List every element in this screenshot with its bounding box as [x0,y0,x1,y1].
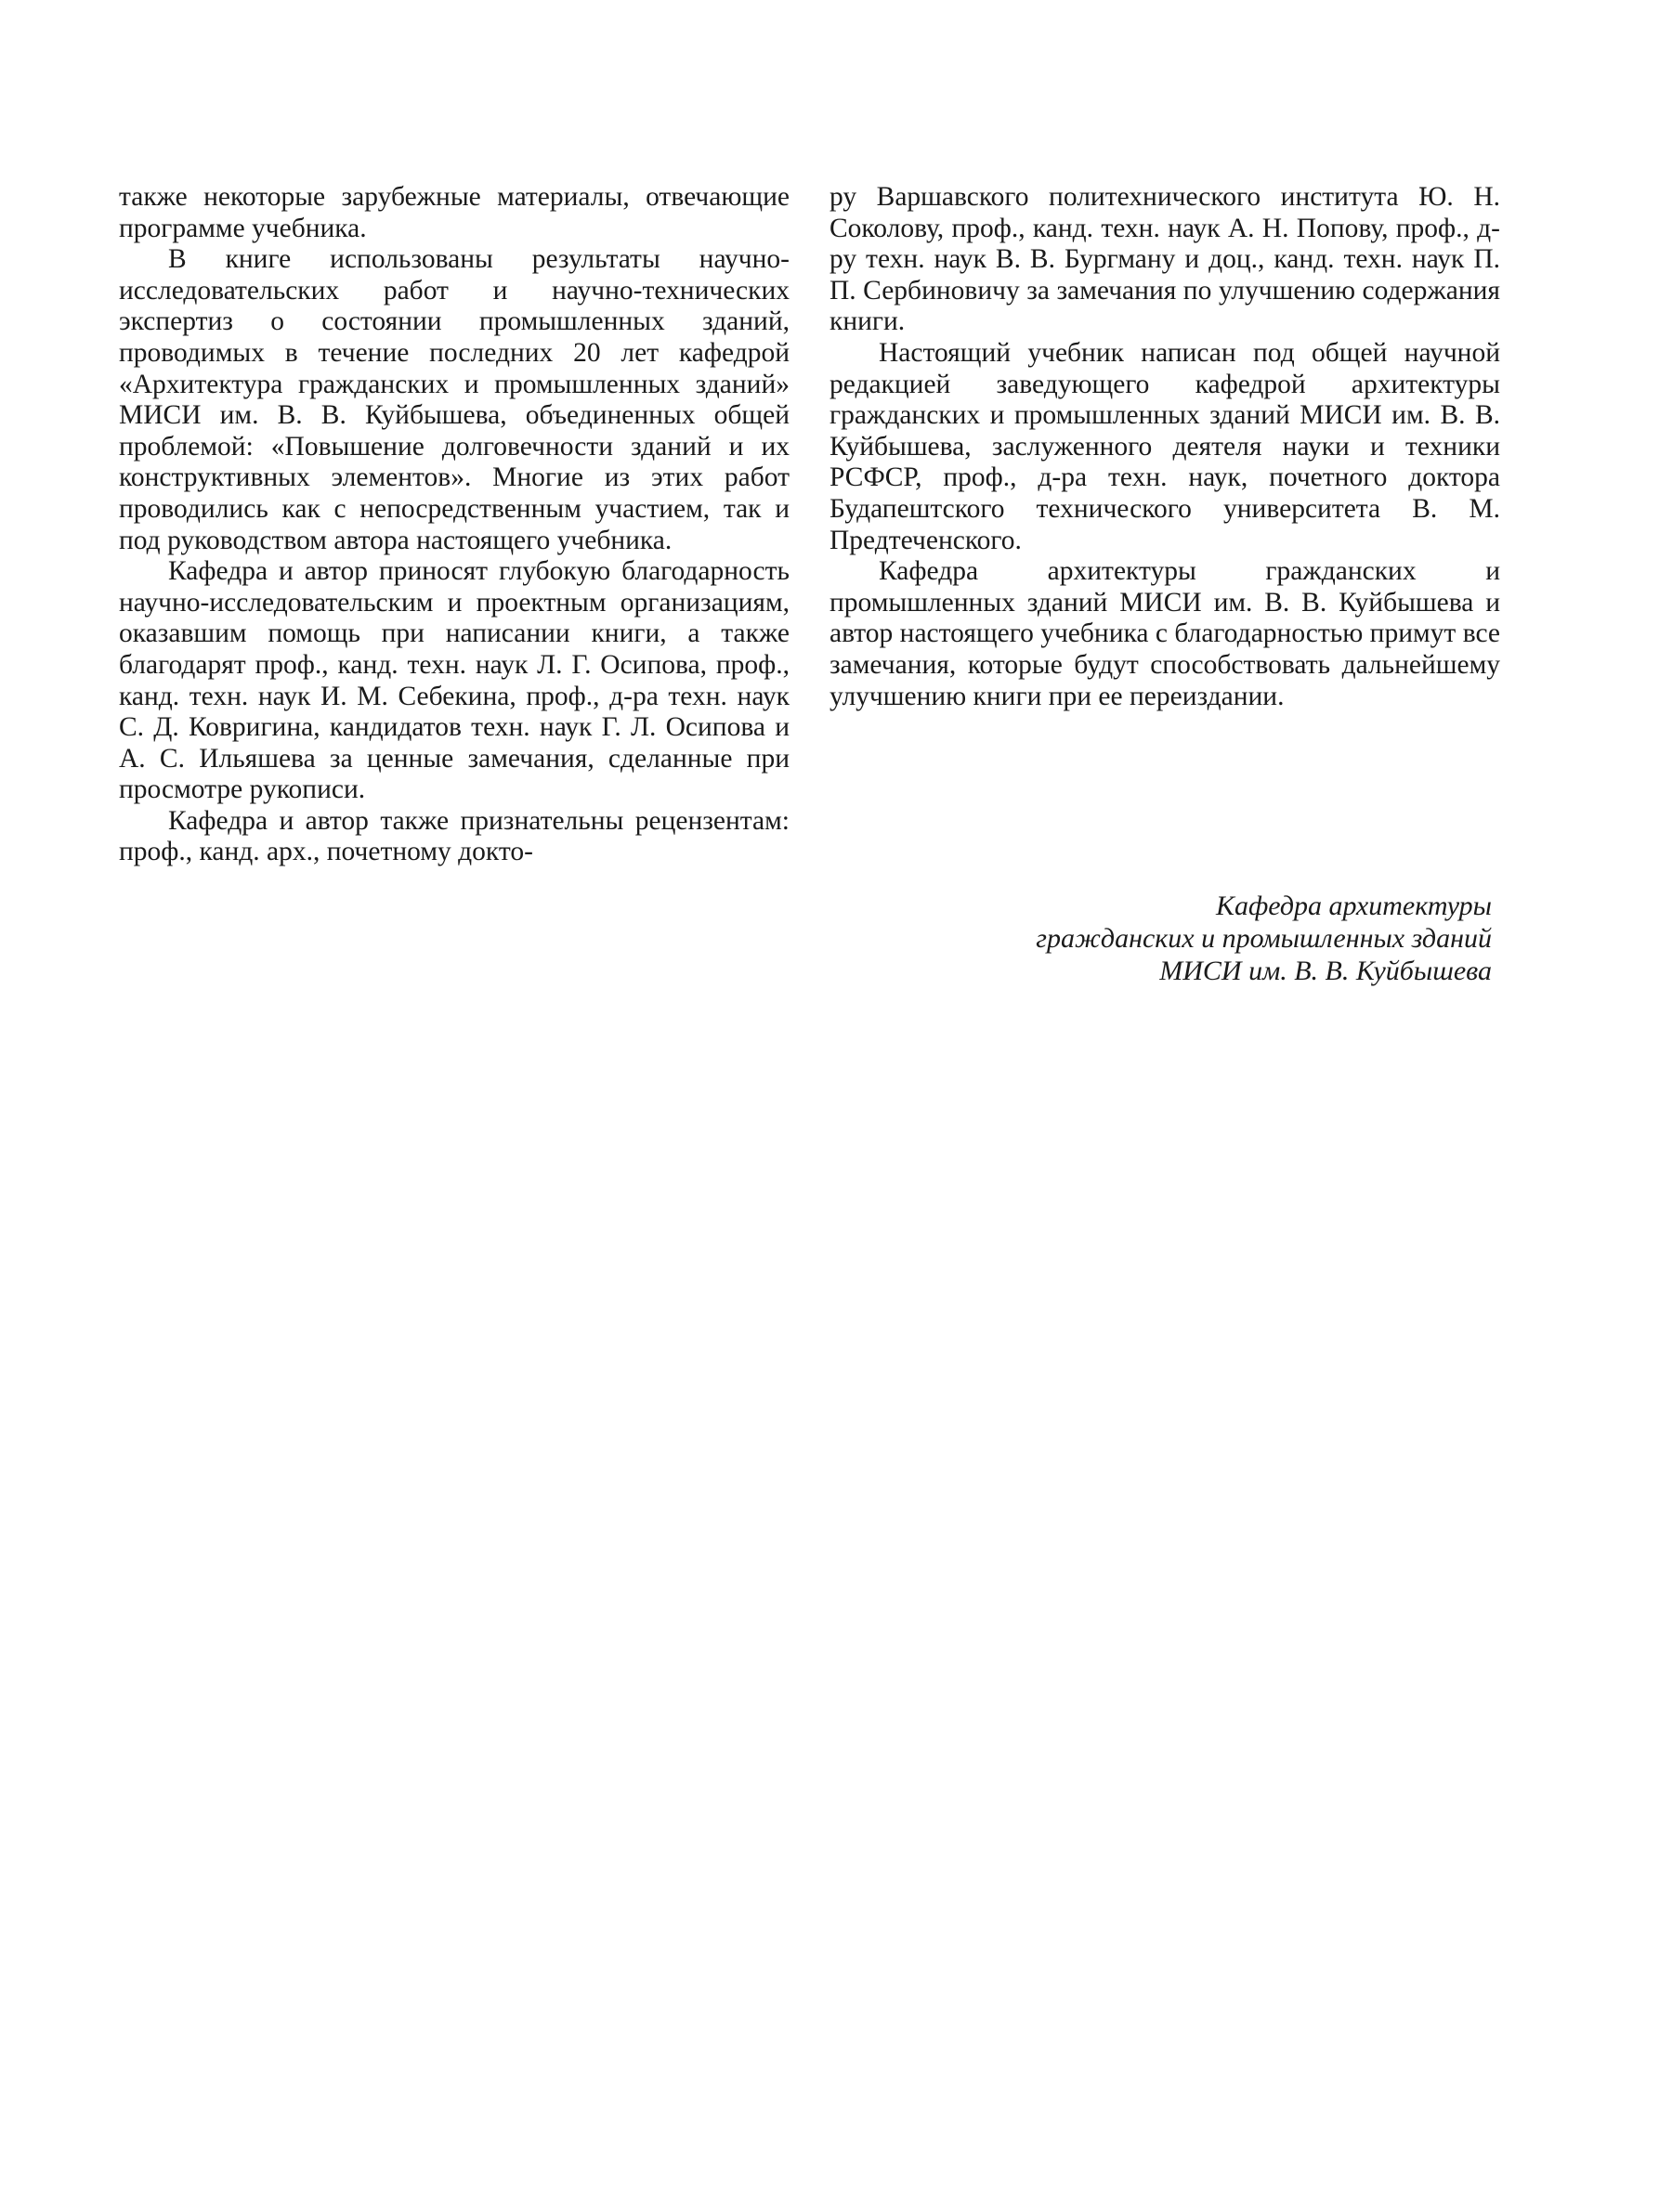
signature-block [897,890,1492,987]
right-column [830,182,1500,712]
paragraph: Кафедра архитектуры гражданских и промышленных зданий МИСИ им. В. В. Куйбышева и автор настоящего учебника с благодарностью примут все замечания, которые будут способствовать дальнейшему улучшению книги при ее переиздании. [830,556,1500,711]
paragraph: Настоящий учебник написан под общей научной редакцией заведующего кафедрой архитектуры гражданских и промышленных зданий МИСИ им. В. В. Куйбышева, заслуженного деятеля науки и техники РСФСР, проф., д-ра техн. наук, почетного доктора Будапештского технического университета В. М. Предтеченского. [830,337,1500,555]
signature-line: Кафедра архитектуры [1216,891,1492,921]
signature-line: гражданских и промышленных зданий [1036,923,1492,954]
left-column [119,182,790,868]
paragraph: Кафедра и автор также признательны рецензентам: проф., канд. арх., почетному докто- [119,805,790,867]
paragraph: Кафедра и автор приносят глубокую благодарность научно-исследовательским и проектным организациям, оказавшим помощь при написании книги, а также благодарят проф., канд. техн. наук Л. Г. Осипова, проф., канд. техн. наук И. М. Себекина, проф., д-ра техн. наук С. Д. Ковригина, кандидатов техн. наук Г. Л. Осипова и А. С. Ильяшева за ценные замечания, сделанные при просмотре рукописи. [119,556,790,805]
signature-line: МИСИ им. В. В. Куйбышева [1159,956,1492,986]
paragraph: также некоторые зарубежные материалы, отвечающие программе учебника. [119,182,790,243]
paragraph: В книге использованы результаты научно-исследовательских работ и научно-технических экспертиз о состоянии промышленных зданий, проводимых в течение последних 20 лет кафедрой «Архитектура гражданских и промышленных зданий» МИСИ им. В. В. Куйбышева, объединенных общей проблемой: «Повышение долговечности зданий и их конструктивных элементов». Многие из этих работ проводились как с непосредственным участием, так и под руководством автора настоящего учебника. [119,244,790,555]
paragraph: ру Варшавского политехнического института Ю. Н. Соколову, проф., канд. техн. наук А. Н. Попову, проф., д-ру техн. наук В. В. Бургману и доц., канд. техн. наук П. П. Сербиновичу за замечания по улучшению содержания книги. [830,182,1500,337]
